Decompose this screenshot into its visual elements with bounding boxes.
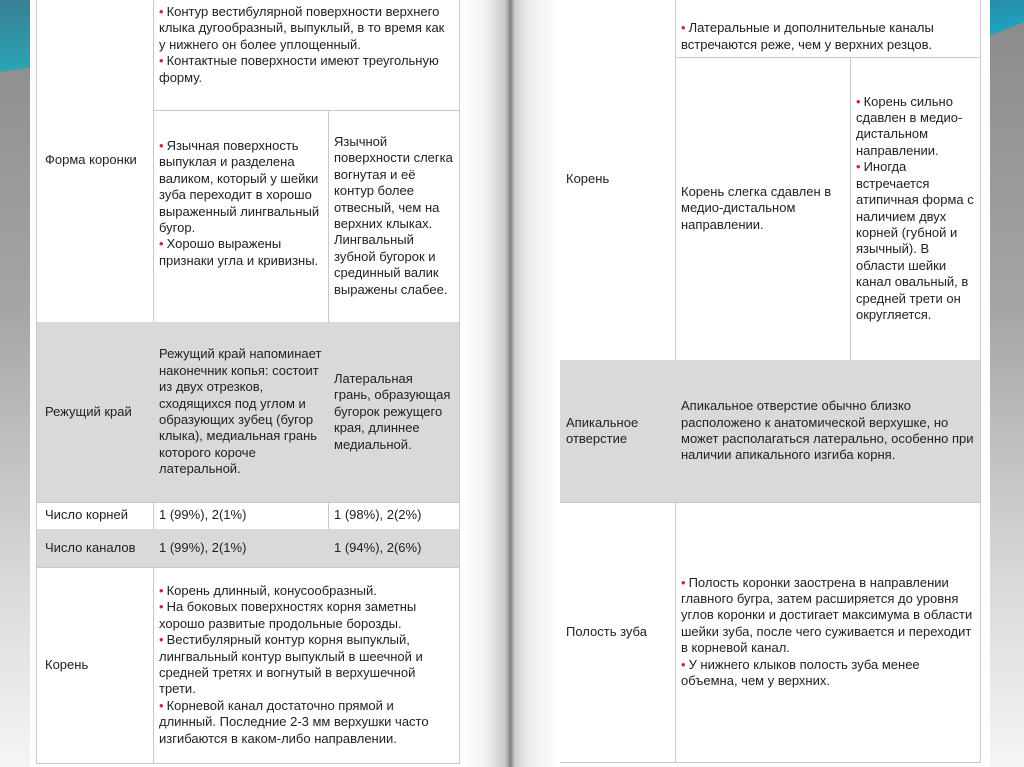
list-item-text: Контур вестибулярной поверхности верхнего клыка дугообразный, выпуклый, в то время как у нижнего он более уплощенный. <box>159 4 445 52</box>
list-item <box>681 575 974 657</box>
cell-root-count-lower <box>328 502 460 530</box>
cell-cutting-edge-upper <box>153 322 329 503</box>
cell-text: Корень слегка сдавлен в медио-дистальном направлении. <box>681 183 832 232</box>
row-label-text: Режущий край <box>45 403 132 419</box>
cell-text: 1 (94%), 2(6%) <box>334 539 422 555</box>
cell-canal-count-upper <box>153 529 329 568</box>
cell-text: 1 (98%), 2(2%) <box>334 507 422 523</box>
bullet-icon: • <box>159 53 164 69</box>
cell-root-merged <box>153 567 460 764</box>
row-label-root-count <box>36 502 154 530</box>
bullet-icon: • <box>681 20 686 36</box>
list-item <box>681 657 974 690</box>
cell-text: 1 (99%), 2(1%) <box>159 539 247 555</box>
bullet-icon: • <box>159 632 164 648</box>
list-item <box>159 632 453 698</box>
bullet-icon: • <box>159 582 164 598</box>
row-label-text: Число каналов <box>45 539 136 555</box>
list-item-text: У нижнего клыков полость зуба менее объемна, чем у верхних. <box>681 656 920 689</box>
list-item <box>159 138 322 236</box>
list-item-text: Контактные поверхности имеют треугольную форму. <box>159 53 439 85</box>
cell-crown-shape-upper <box>153 110 329 323</box>
row-label-root-right <box>557 0 676 361</box>
list-item <box>159 53 453 86</box>
list-item-text: Полость коронки заострена в направлении главного бугра, затем расширяется до уровня углов коронки и достигает максимума в области шейки зуба, после чего суживается и переходит в корневой канал. <box>681 574 973 656</box>
cell-text: Апикальное отверстие обычно близко расположено к анатомической верхушке, но может располагаться латерально, особенно при наличии апикального изгиба корня. <box>681 398 974 463</box>
bullet-icon: • <box>159 4 164 19</box>
list-item <box>856 159 974 323</box>
row-label-crown-shape <box>36 0 154 323</box>
list-item-text: Вестибулярный контур корня выпуклый, лингвальный контур выпуклый в шеечной и средней третях и вогнутый в верхушечной трети. <box>159 632 423 697</box>
list-item-text: Хорошо выражены признаки угла и кривизны. <box>159 236 319 268</box>
list-item <box>159 698 453 747</box>
bullet-icon: • <box>159 599 164 615</box>
cell-apical-foramen <box>675 360 981 503</box>
list-item-text: Корень сильно сдавлен в медио-дистальном направлении. <box>856 93 963 158</box>
cell-text: Язычной поверхности слегка вогнутая и её контур более отвесный, чем на верхних клыках. Лингвальный зубной бугорок и срединный валик выражены слабее. <box>334 133 453 297</box>
list-item-text: Латеральные и дополнительные каналы встречаются реже, чем у верхних резцов. <box>681 20 934 52</box>
list-item-text: Корень длинный, конусообразный. <box>166 582 377 598</box>
bullet-icon: • <box>159 697 164 713</box>
cell-text: 1 (99%), 2(1%) <box>159 507 247 523</box>
list-item <box>159 599 453 632</box>
list-item <box>681 20 974 53</box>
row-label-pulp-cavity <box>557 502 676 763</box>
bullet-icon: • <box>159 236 164 252</box>
row-label-apical-foramen <box>557 360 676 503</box>
bullet-icon: • <box>159 138 164 153</box>
row-label-text: Апикальное отверстие <box>566 414 639 446</box>
row-label-canal-count <box>36 529 154 568</box>
list-item-text: Язычная поверхность выпуклая и разделена валиком, который у шейки зуба переходит в хорошо выраженный лингвальный бугор. <box>159 138 320 236</box>
cell-text: Режущий край напоминает наконечник копья: состоит из двух отрезков, сходящихся под углом и образующих зубец (бугор клыка), медиальная грань которого короче латеральной. <box>159 346 322 477</box>
row-label-text: Форма коронки <box>45 152 137 168</box>
row-label-cutting-edge <box>36 322 154 503</box>
row-label-root <box>36 567 154 764</box>
cell-cutting-edge-lower <box>328 322 460 503</box>
row-label-text: Корень <box>566 171 610 187</box>
bullet-icon: • <box>681 574 686 590</box>
list-item-text: Корневой канал достаточно прямой и длинный. Последние 2-3 мм верхушки часто изгибаются в каком-либо направлении. <box>159 697 429 746</box>
row-label-text: Полость зуба <box>566 623 647 639</box>
list-item <box>856 94 974 160</box>
cell-root-right-merged <box>675 0 981 58</box>
cell-canal-count-lower <box>328 529 460 568</box>
cell-root-right-upper <box>675 57 851 361</box>
list-item-text: Иногда встречается атипичная форма с наличием двух корней (губной и язычный). В области шейки канал овальный, в средней трети он округляется. <box>856 159 974 322</box>
cell-pulp-cavity <box>675 502 981 763</box>
list-item <box>159 4 453 53</box>
bullet-icon: • <box>856 159 861 175</box>
list-item <box>159 236 322 269</box>
row-label-text: Корень <box>45 656 89 672</box>
cell-crown-shape-merged <box>153 0 460 111</box>
bullet-icon: • <box>856 93 861 109</box>
book-spine <box>460 0 560 767</box>
list-item-text: На боковых поверхностях корня заметны хорошо развитые продольные борозды. <box>159 599 417 631</box>
cell-crown-shape-lower <box>328 110 460 323</box>
bullet-icon: • <box>681 656 686 672</box>
cell-root-right-lower <box>850 57 981 361</box>
list-item <box>159 583 453 599</box>
cell-text: Латеральная грань, образующая бугорок режущего края, длиннее медиальной. <box>334 370 451 452</box>
cell-root-count-upper <box>153 502 329 530</box>
row-label-text: Число корней <box>45 507 128 523</box>
